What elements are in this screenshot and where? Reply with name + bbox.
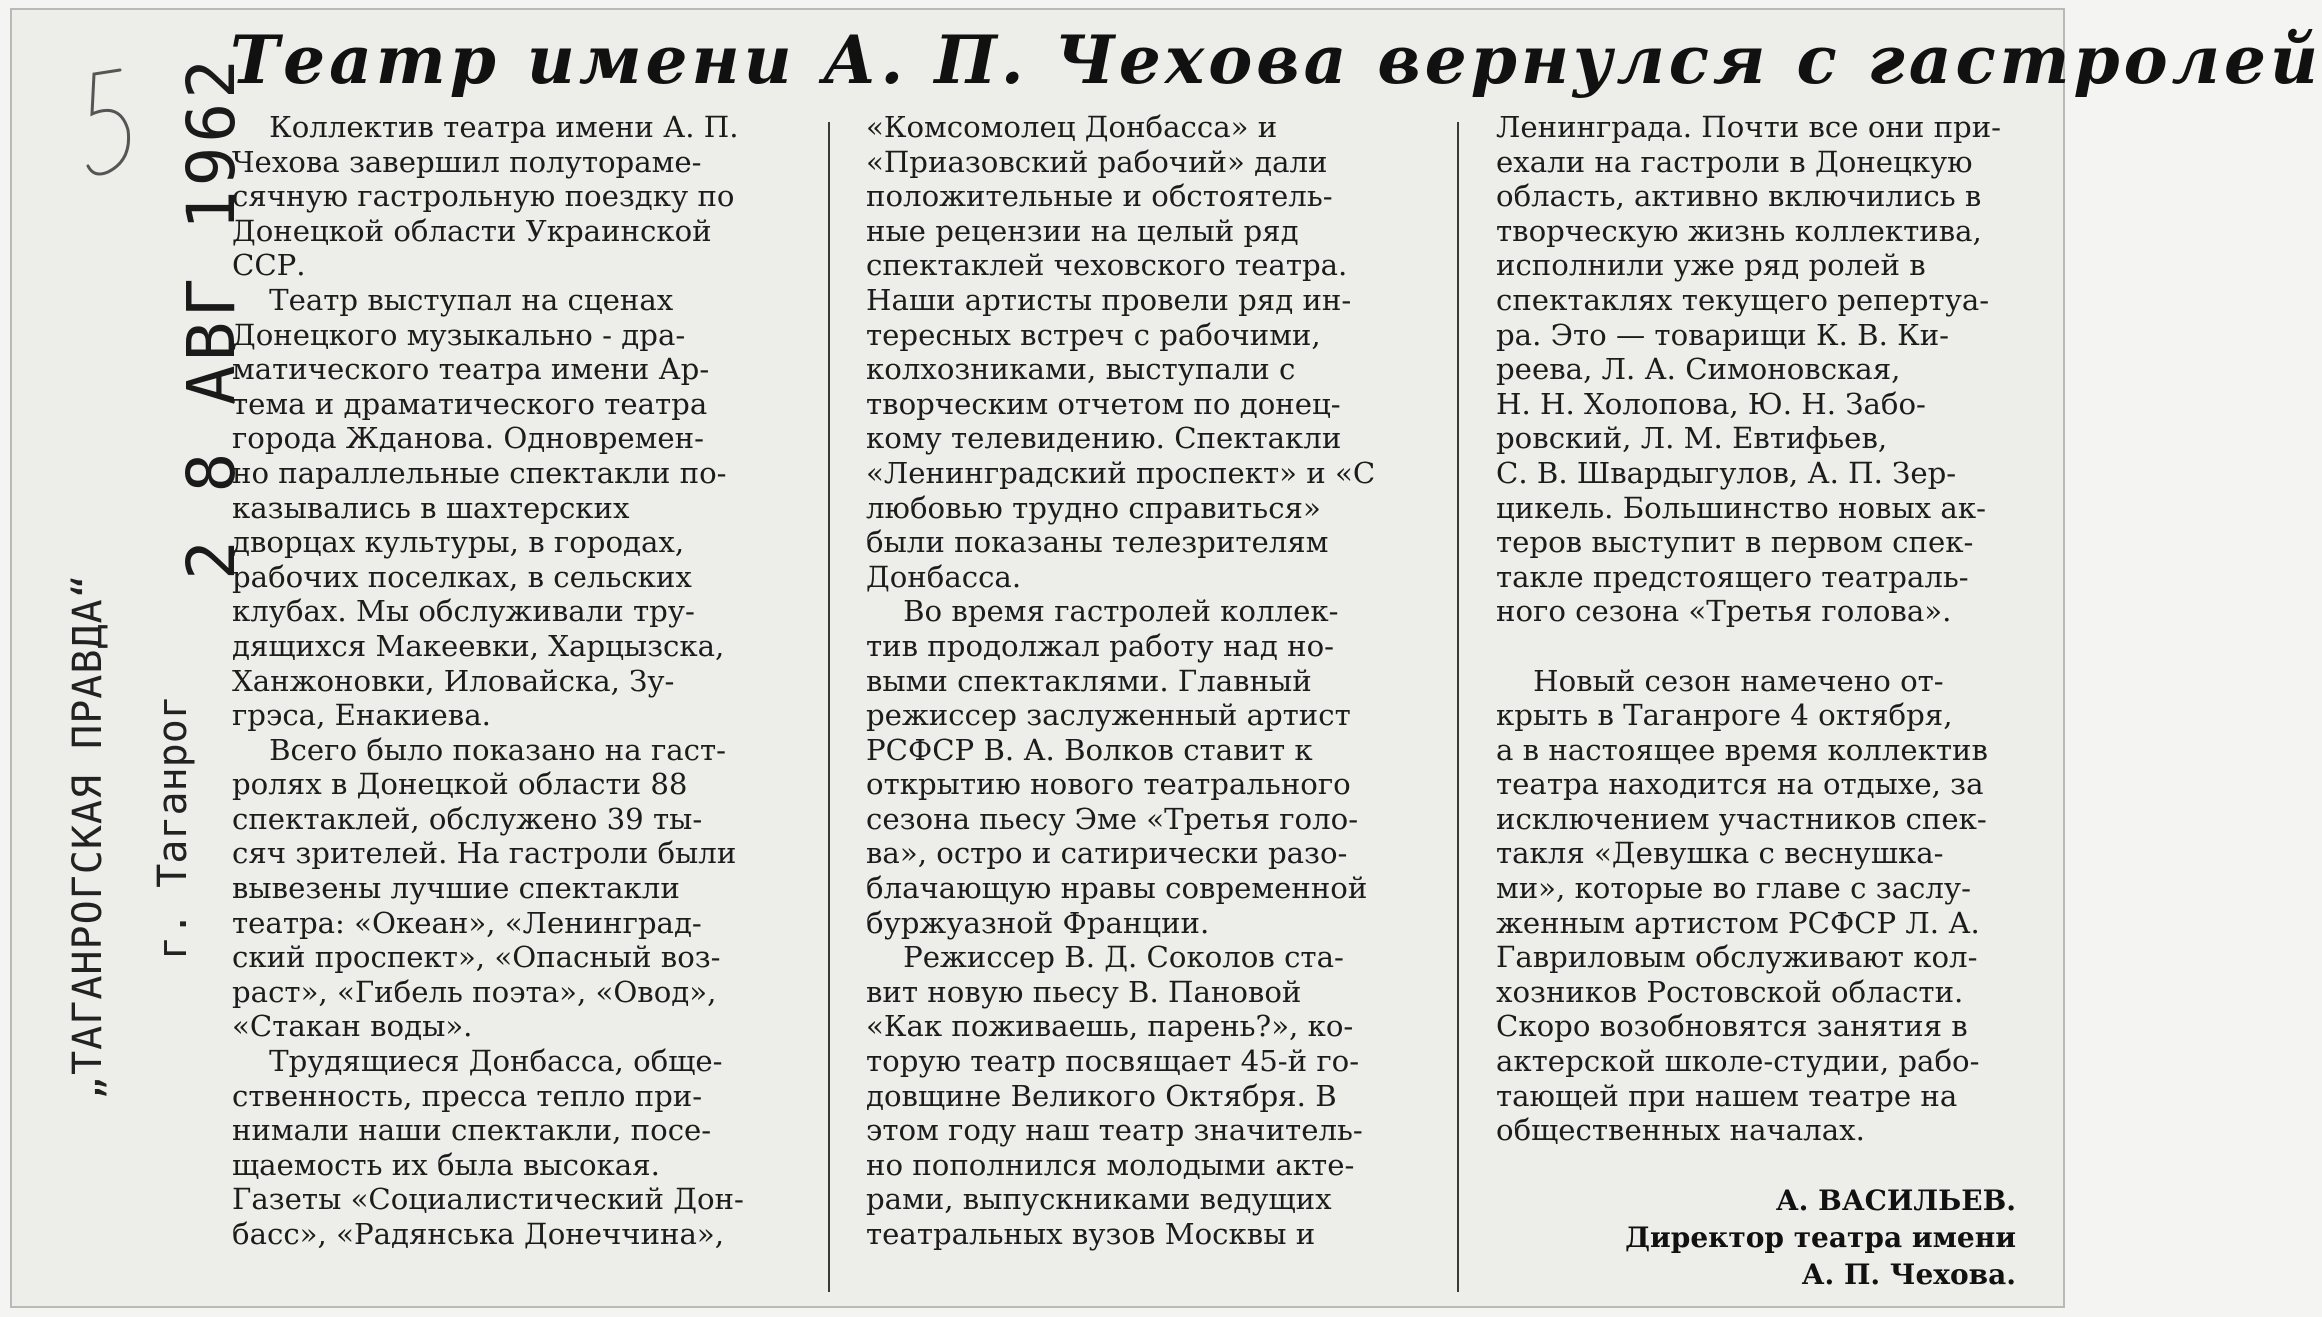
article-line: Режиссер В. Д. Соколов ста- (866, 940, 1344, 975)
article-line: Коллектив театра имени А. П. (232, 110, 739, 144)
article-line: теров выступит в первом спек- (1496, 525, 1974, 560)
article-line: такле предстоящего театраль- (1496, 559, 1969, 594)
article-line: казывались в шахтерских (232, 490, 630, 525)
article-line: спектаклей чеховского театра. (866, 248, 1348, 283)
article-line: но параллельные спектакли по- (232, 455, 727, 490)
article-line: актерской школе-студии, рабо- (1496, 1044, 1980, 1079)
article-line: блачающую нравы современной (866, 871, 1368, 906)
article-line: этом году наш театр значитель- (866, 1113, 1363, 1148)
article-line: тив продолжал работу над но- (866, 628, 1334, 663)
article-line: ехали на гастроли в Донецкую (1496, 144, 1973, 179)
article-line: Донбасса. (866, 559, 1022, 594)
article-line: Театр выступал на сценах (232, 282, 674, 317)
article-line: а в настоящее время коллектив (1496, 732, 1988, 767)
article-line: положительные и обстоятель- (866, 179, 1333, 214)
article-line (1496, 629, 2016, 664)
margin-annotations (25, 55, 250, 1100)
article-line: театра находится на отдыхе, за (1496, 767, 1984, 802)
article-line: рабочих поселках, в сельских (232, 559, 692, 594)
article-line: Всего было показано на гаст- (232, 732, 726, 767)
article-line: общественных началах. (1496, 1113, 1865, 1148)
article-line: ственность, пресса тепло при- (232, 1078, 703, 1113)
article-line: тающей при нашем театре на (1496, 1078, 1958, 1113)
article-line: «Стакан воды». (232, 1009, 473, 1044)
article-line: колхозниками, выступали с (866, 352, 1296, 387)
article-line: любовью трудно справиться» (866, 490, 1321, 525)
article-line: исключением участников спек- (1496, 801, 1987, 836)
article-line: грэса, Енакиева. (232, 698, 491, 733)
article-line: клубах. Мы обслуживали тру- (232, 594, 695, 629)
article-line: творческую жизнь коллектива, (1496, 213, 1982, 248)
article-line: басс», «Радянська Донеччина», (232, 1217, 725, 1251)
article-line: города Жданова. Одновремен- (232, 421, 704, 456)
article-line: Донецкого музыкально - дра- (232, 317, 686, 352)
article-line: матического театра имени Ар- (232, 352, 710, 387)
article-line: Газеты «Социалистический Дон- (232, 1182, 744, 1217)
article-line: ровский, Л. М. Евтифьев, (1496, 421, 1888, 456)
article-line: творческим отчетом по донец- (866, 386, 1341, 421)
article-line: Ленинграда. Почти все они при- (1496, 110, 2002, 144)
newspaper-masthead: „ТАГАНРОГСКАЯ ПРАВДА“ (65, 573, 111, 1100)
article-line: спектаклей, обслужено 39 ты- (232, 801, 703, 836)
article-line: ми», которые во главе с заслу- (1496, 871, 1971, 906)
article-line: РСФСР В. А. Волков ставит к (866, 732, 1313, 767)
article-line: Гавриловым обслуживают кол- (1496, 940, 1978, 975)
article-line: Ханжоновки, Иловайска, Зу- (232, 663, 675, 698)
article-line: рами, выпускниками ведущих (866, 1182, 1332, 1217)
article-column-3 (1496, 110, 2016, 1290)
article-line: сячную гастрольную поездку по (232, 179, 735, 214)
article-line: ролях в Донецкой области 88 (232, 767, 688, 802)
article-line: ва», остро и сатирически разо- (866, 836, 1348, 871)
article-line: «Как поживаешь, парень?», ко- (866, 1009, 1354, 1044)
article-line: исполнили уже ряд ролей в (1496, 248, 1926, 283)
article-line: крыть в Таганроге 4 октября, (1496, 698, 1953, 733)
article-line: ский проспект», «Опасный воз- (232, 940, 721, 975)
article-line: сяч зрителей. На гастроли были (232, 836, 737, 871)
city-label: г. Таганрог (150, 695, 196, 960)
article-line: Н. Н. Холопова, Ю. Н. Забо- (1496, 386, 1926, 421)
article-line: буржуазной Франции. (866, 905, 1210, 940)
article-line: вывезены лучшие спектакли (232, 871, 680, 906)
article-line: Новый сезон намечено от- (1496, 663, 1944, 698)
article-line: область, активно включились в (1496, 179, 1982, 214)
article-line: открытию нового театрального (866, 767, 1351, 802)
article-line: нимали наши спектакли, посе- (232, 1113, 712, 1148)
article-column-1 (232, 110, 792, 1290)
article-line: цикель. Большинство новых ак- (1496, 490, 1986, 525)
article-line: ССР. (232, 248, 306, 283)
article-line: дящихся Макеевки, Харцызска, (232, 628, 725, 663)
article-line: ного сезона «Третья голова». (1496, 594, 1952, 629)
author-signature (1496, 1182, 2016, 1293)
article-line: Донецкой области Украинской (232, 213, 712, 248)
article-line: выми спектаклями. Главный (866, 663, 1312, 698)
article-line: «Ленинградский проспект» и «С (866, 455, 1376, 490)
author-title: Директор театра имени (1625, 1221, 2016, 1254)
article-line: Во время гастролей коллек- (866, 594, 1339, 629)
article-line: дворцах культуры, в городах, (232, 525, 685, 560)
date-stamp: 2 8 АВГ 1962 (173, 55, 250, 580)
article-line: реева, Л. А. Симоновская, (1496, 352, 1901, 387)
article-line: тересных встреч с рабочими, (866, 317, 1321, 352)
article-line: такля «Девушка с веснушка- (1496, 836, 1944, 871)
column-divider (828, 122, 830, 1292)
article-line: были показаны телезрителям (866, 525, 1329, 560)
article-line: вит новую пьесу В. Пановой (866, 974, 1302, 1009)
article-line: Наши артисты провели ряд ин- (866, 282, 1352, 317)
article-line: торую театр посвящает 45-й го- (866, 1044, 1360, 1079)
article-line: «Приазовский рабочий» дали (866, 144, 1328, 179)
author-title-cont: А. П. Чехова. (1801, 1258, 2016, 1291)
article-line: хозников Ростовской области. (1496, 974, 1964, 1009)
author-name: А. ВАСИЛЬЕВ. (1775, 1184, 2016, 1217)
column-divider (1457, 122, 1459, 1292)
article-line: тема и драматического театра (232, 386, 708, 421)
article-line: сезона пьесу Эме «Третья голо- (866, 801, 1359, 836)
article-line: театра: «Океан», «Ленинград- (232, 905, 702, 940)
article-column-2 (866, 110, 1426, 1290)
article-line: довщине Великого Октября. В (866, 1078, 1337, 1113)
article-line: театральных вузов Москвы и (866, 1217, 1316, 1251)
article-line: Трудящиеся Донбасса, обще- (232, 1044, 723, 1079)
pencil-number-mark (80, 62, 140, 192)
article-line: кому телевидению. Спектакли (866, 421, 1342, 456)
article-line: женным артистом РСФСР Л. А. (1496, 905, 1980, 940)
headline: Театр имени А. П. Чехова вернулся с гастролей (230, 21, 2322, 99)
article-line: щаемость их была высокая. (232, 1147, 660, 1182)
article-line: С. В. Швардыгулов, А. П. Зер- (1496, 455, 1957, 490)
article-line: раст», «Гибель поэта», «Овод», (232, 974, 717, 1009)
article-line: ные рецензии на целый ряд (866, 213, 1299, 248)
article-line: Чехова завершил полуторамe- (232, 144, 702, 179)
article-line: ра. Это — товарищи К. В. Ки- (1496, 317, 1950, 352)
article-line: спектаклях текущего репертуа- (1496, 282, 1990, 317)
article-line: режиссер заслуженный артист (866, 698, 1351, 733)
article-line: «Комсомолец Донбасса» и (866, 110, 1278, 144)
article-line: Скоро возобновятся занятия в (1496, 1009, 1968, 1044)
article-line: но пополнился молодыми акте- (866, 1147, 1355, 1182)
